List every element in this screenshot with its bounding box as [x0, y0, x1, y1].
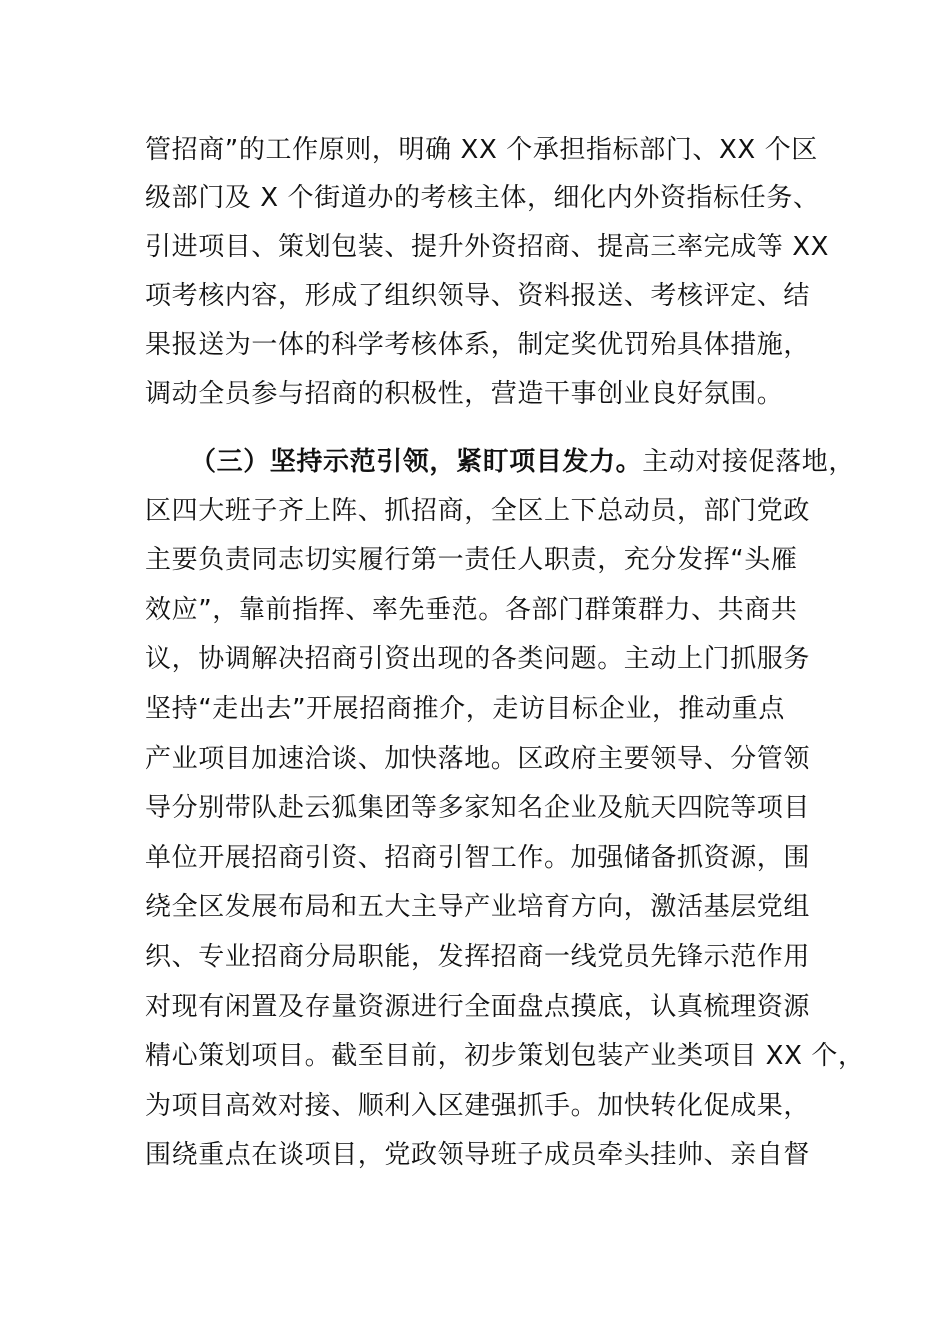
- paragraph-2-line: 精心策划项目。截至目前，初步策划包装产业类项目 XX 个，: [145, 1041, 865, 1071]
- paragraph-2-line: 绕全区发展布局和五大主导产业培育方向，激活基层党组: [145, 892, 811, 922]
- paragraph-2-line: 坚持“走出去”开展招商推介，走访目标企业，推动重点: [145, 694, 785, 724]
- paragraph-2-line: 效应”，靠前指挥、率先垂范。各部门群策群力、共商共: [145, 595, 798, 625]
- paragraph-2-line: 单位开展招商引资、招商引智工作。加强储备抓资源，围: [145, 843, 811, 873]
- paragraph-2-line: 为项目高效对接、顺利入区建强抓手。加快转化促成果，: [145, 1091, 811, 1121]
- section-heading: （三）坚持示范引领，紧盯项目发力。: [190, 447, 643, 477]
- paragraph-1-line: 调动全员参与招商的积极性，营造干事创业良好氛围。: [145, 379, 784, 409]
- paragraph-2-first-line: [190, 442, 855, 482]
- paragraph-1-line: 级部门及 X 个街道办的考核主体，细化内外资指标任务、: [145, 183, 820, 213]
- paragraph-2-line: 产业项目加速洽谈、加快落地。区政府主要领导、分管领: [145, 744, 811, 774]
- paragraph-1-line: 引进项目、策划包装、提升外资招商、提高三率完成等 XX: [145, 232, 830, 262]
- paragraph-2-first-line-text: 主动对接促落地，: [642, 447, 856, 477]
- paragraph-2-line: 围绕重点在谈项目，党政领导班子成员牵头挂帅、亲自督: [145, 1140, 811, 1170]
- paragraph-1-line: 项考核内容，形成了组织领导、资料报送、考核评定、结: [145, 281, 811, 311]
- paragraph-1-line: 管招商”的工作原则，明确 XX 个承担指标部门、XX 个区: [145, 135, 818, 165]
- paragraph-2-line: 区四大班子齐上阵、抓招商，全区上下总动员，部门党政: [145, 496, 811, 526]
- paragraph-2-line: 议，协调解决招商引资出现的各类问题。主动上门抓服务: [145, 644, 811, 674]
- paragraph-2-line: 主要负责同志切实履行第一责任人职责，充分发挥“头雁: [145, 545, 798, 575]
- paragraph-1-line: 果报送为一体的科学考核体系，制定奖优罚殆具体措施，: [145, 330, 811, 360]
- paragraph-2-line: 织、专业招商分局职能，发挥招商一线党员先锋示范作用: [145, 942, 811, 972]
- paragraph-2-line: 导分别带队赴云狐集团等多家知名企业及航天四院等项目: [145, 793, 811, 823]
- paragraph-2-line: 对现有闲置及存量资源进行全面盘点摸底，认真梳理资源: [145, 992, 811, 1022]
